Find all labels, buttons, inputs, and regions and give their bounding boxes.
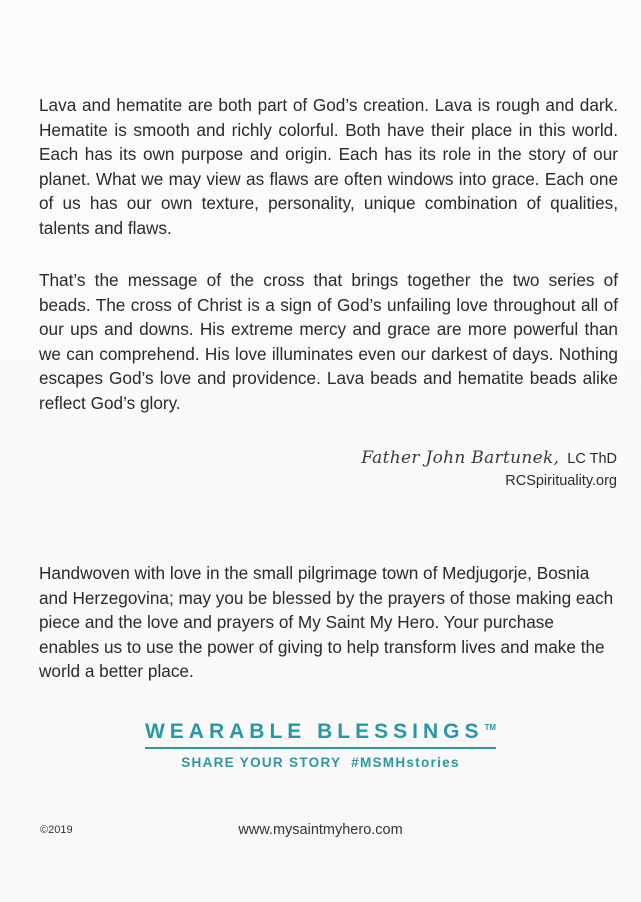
brand-subtitle: SHARE YOUR STORY #MSMHstories <box>181 755 460 770</box>
copyright: ©2019 <box>40 824 73 836</box>
paragraph-handwoven: Handwoven with love in the small pilgrimage town of Medjugorje, Bosnia and Herzegovina; may you be blessed by the prayers of those making each piece and the love and prayers of My Saint My Hero. Your purchase enables us to use the power of giving to help transform lives and make the world a better place. <box>39 563 614 682</box>
brand-block <box>0 720 641 770</box>
paragraph-lava-hematite: Lava and hematite are both part of God’s creation. Lava is rough and dark. Hematite is smooth and richly colorful. Both have their place in this world. Each has its own purpose and origin. Each has its role in the story of our planet. What we may view as flaws are often windows into grace. Each one of us has our own texture, personality, unique combination of qualities, talents and flaws. <box>39 95 618 238</box>
trademark-mark: TM <box>484 723 497 732</box>
signature-block <box>361 447 617 492</box>
signature-website: RCSpirituality.org <box>505 473 617 489</box>
brand-title-text: WEARABLE BLESSINGS <box>144 720 484 743</box>
paragraph-cross-message: That’s the message of the cross that brings together the two series of beads. The cross of Christ is a sign of God’s unfailing love throughout all of our ups and downs. His extreme mercy and grace are more powerful than we can comprehend. His love illuminates even our darkest of days. Nothing escapes God’s love and providence. Lava beads and hematite beads alike reflect God’s glory. <box>39 270 618 413</box>
signature-name: Father John Bartunek, <box>361 448 560 468</box>
footer-url: www.mysaintmyhero.com <box>238 822 403 838</box>
signature-credential: LC ThD <box>567 451 617 467</box>
brand-title <box>145 720 496 749</box>
